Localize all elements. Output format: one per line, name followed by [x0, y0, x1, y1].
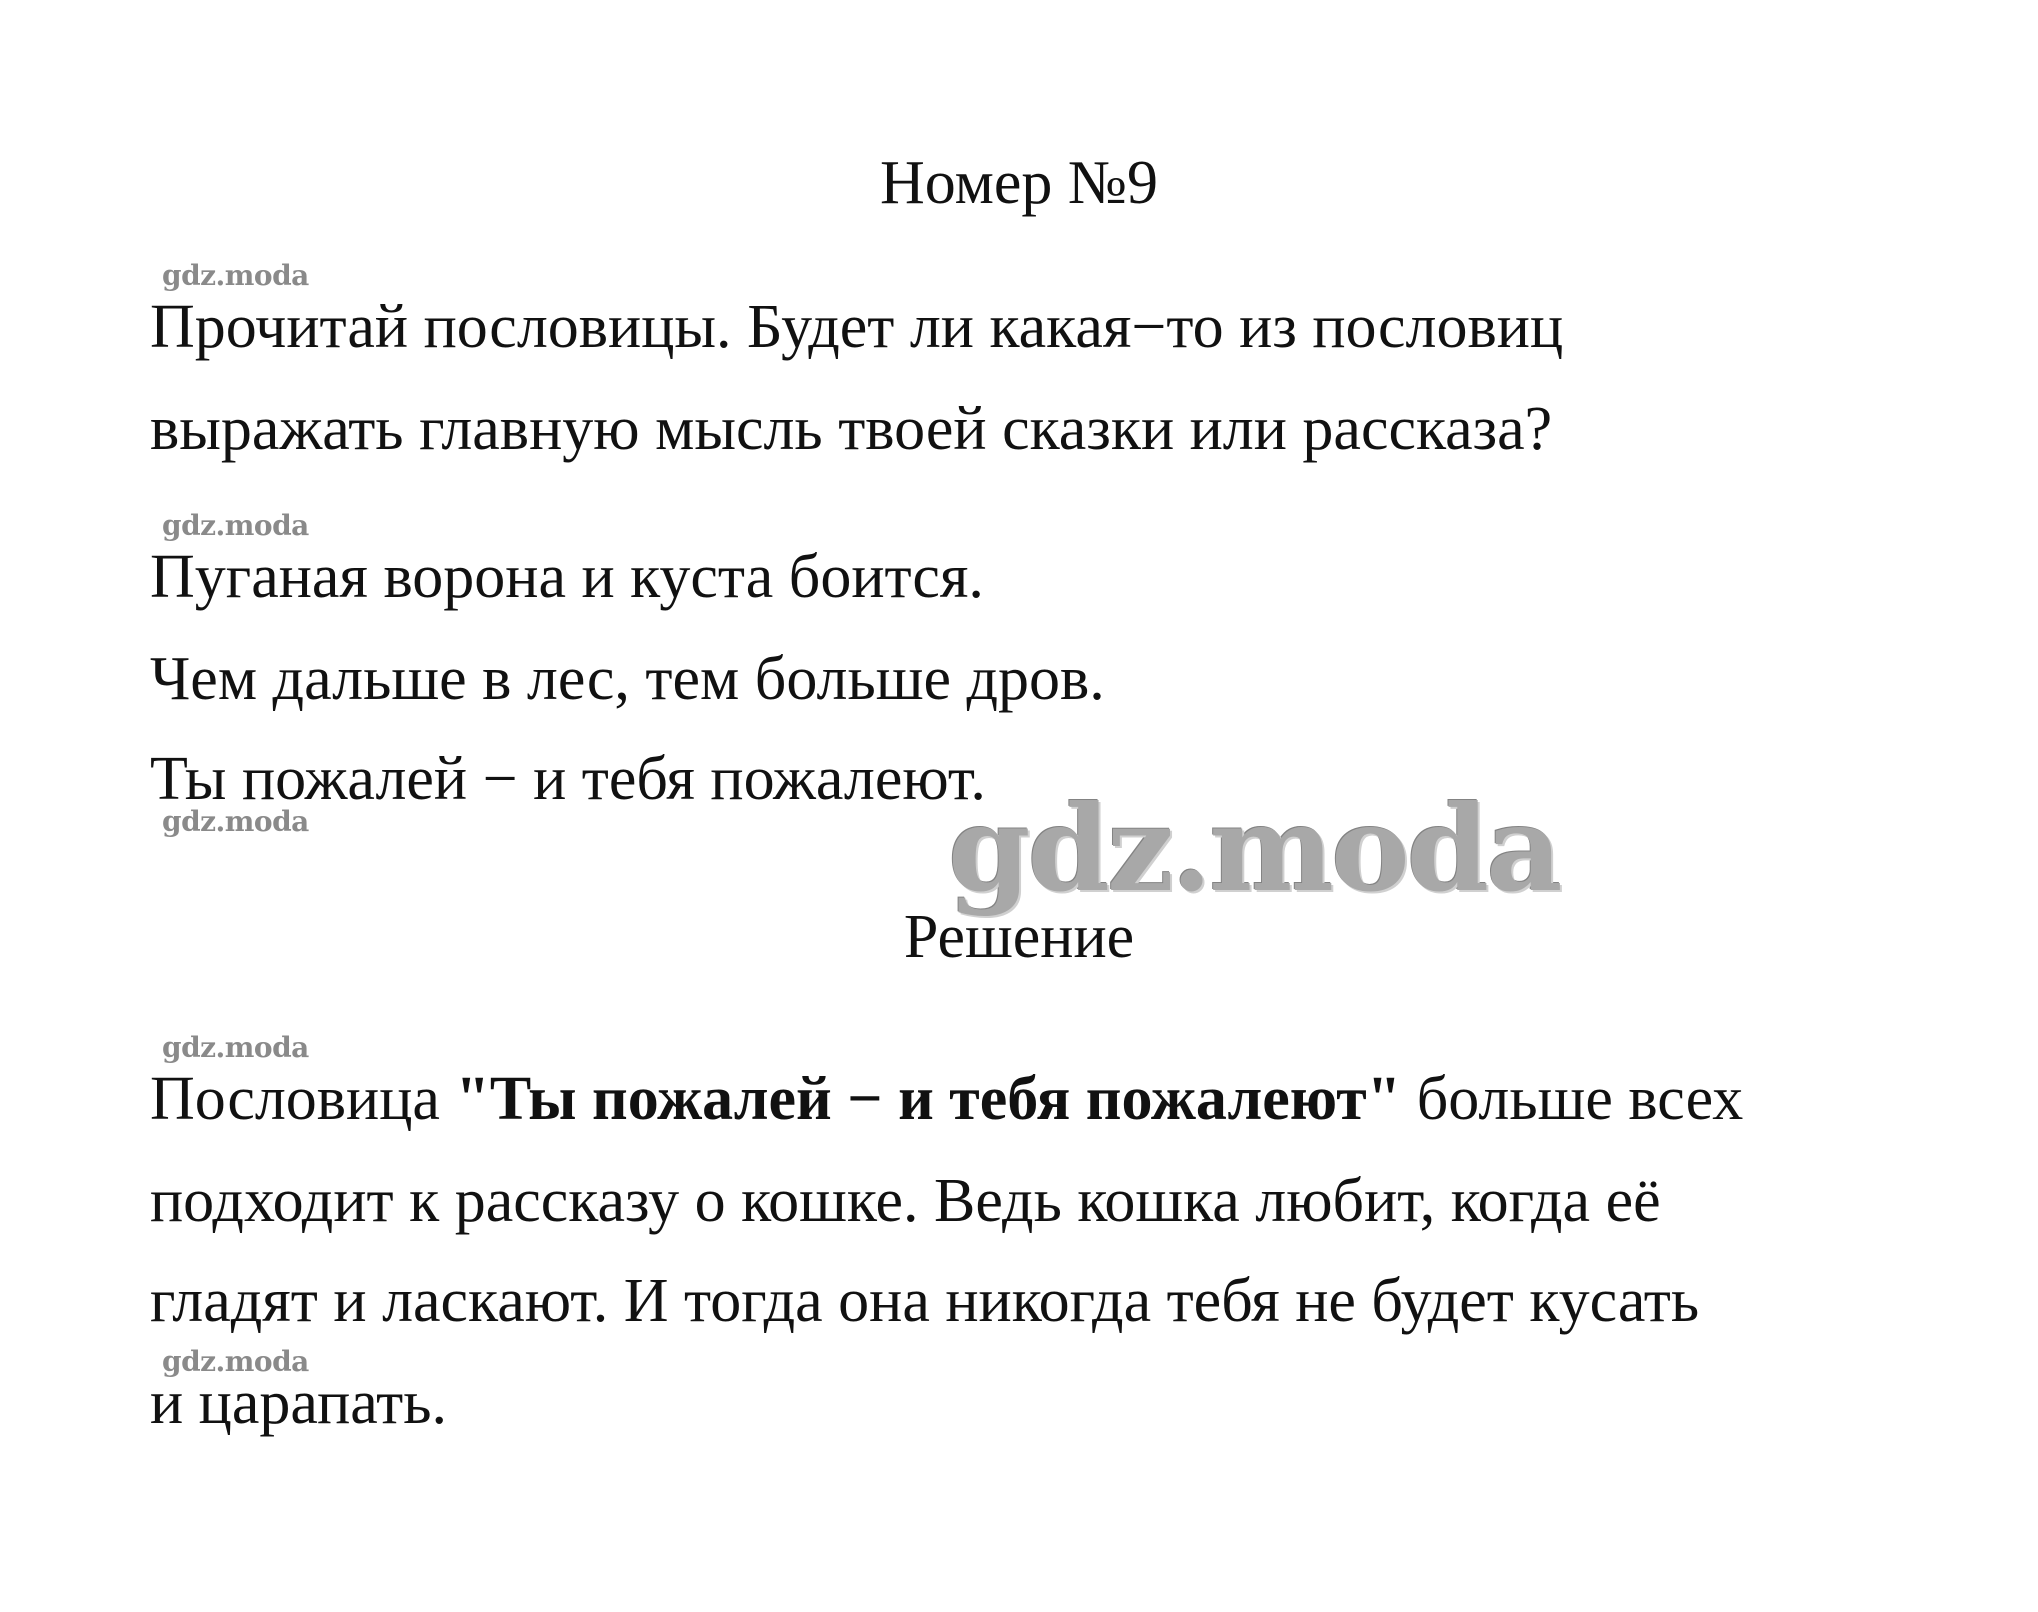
solution-line-1-prefix: Пословица [150, 1065, 456, 1133]
watermark-small: gdz.moda [162, 509, 309, 542]
watermark-small: gdz.moda [162, 1345, 309, 1378]
solution-line-3: гладят и ласкают. И тогда она никогда тебя не будет кусать [150, 1267, 1700, 1335]
solution-line-1-suffix: больше всех [1401, 1065, 1744, 1133]
page-title: Номер №9 [879, 149, 1158, 217]
watermark-large: gdz.moda [948, 779, 1560, 918]
task-line-2: выражать главную мысль твоей сказки или рассказа? [150, 395, 1553, 463]
proverb-1: Пуганая ворона и куста боится. [150, 543, 984, 611]
proverb-2: Чем дальше в лес, тем больше дров. [150, 645, 1105, 713]
watermark-small: gdz.moda [162, 1031, 309, 1064]
task-line-1: Прочитай пословицы. Будет ли какая−то из пословиц [150, 293, 1564, 361]
solution-line-1 [150, 1065, 1744, 1133]
solution-line-2: подходит к рассказу о кошке. Ведь кошка любит, когда её [150, 1167, 1661, 1235]
solution-line-4: и царапать. [150, 1369, 448, 1437]
watermark-small: gdz.moda [162, 259, 309, 292]
proverb-3: Ты пожалей − и тебя пожалеют. [150, 745, 986, 813]
watermark-small: gdz.moda [162, 805, 309, 838]
solution-title: Решение [903, 903, 1135, 971]
solution-proverb-quote: "Ты пожалей − и тебя пожалеют" [455, 1065, 1402, 1133]
